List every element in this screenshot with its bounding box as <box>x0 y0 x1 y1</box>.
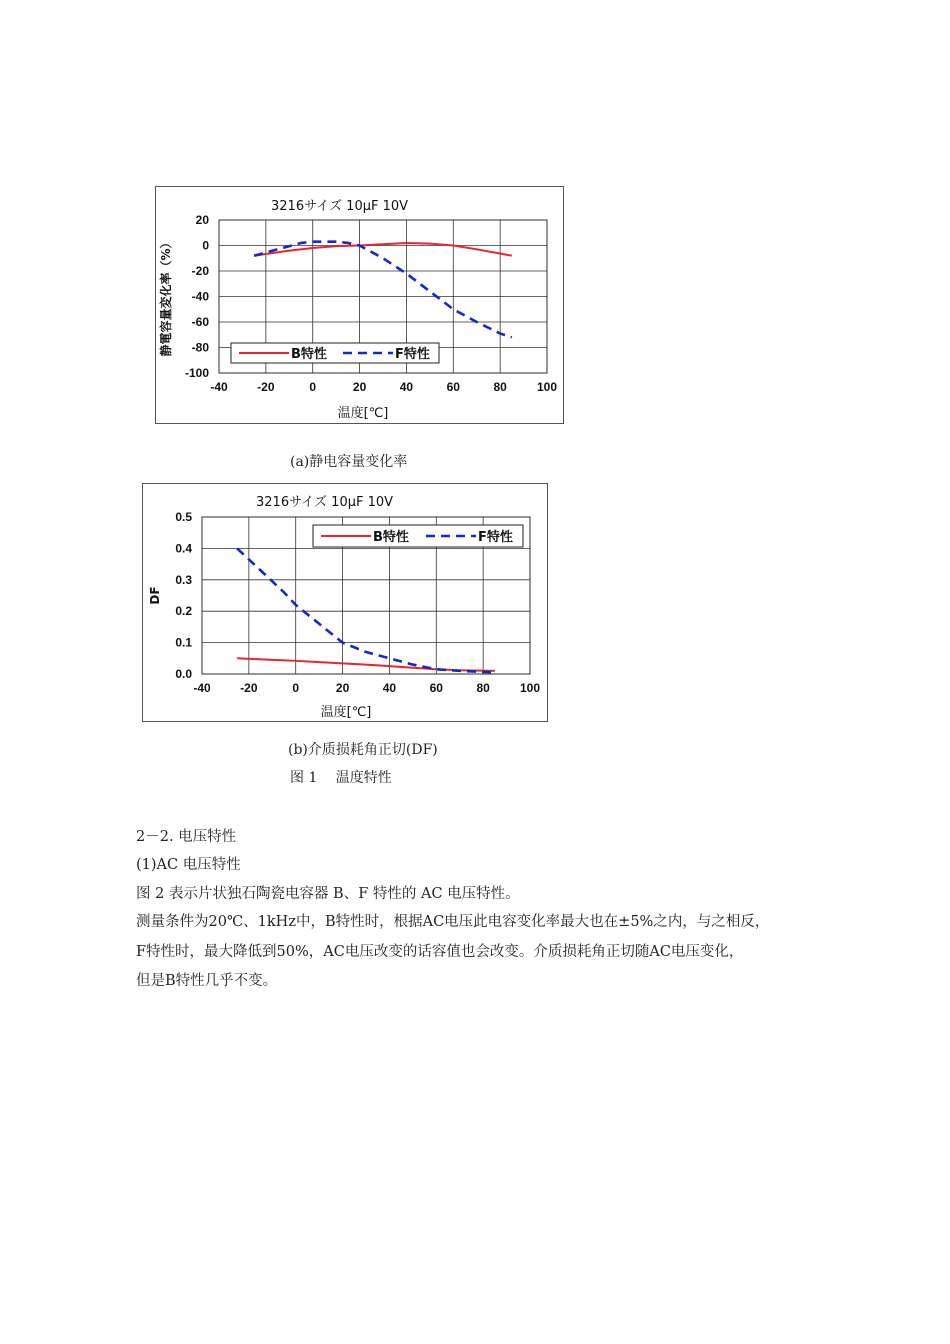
paragraph-line-2: 测量条件为20℃、1kHz中，B特性时，根据AC电压此电容变化率最大也在±5%之内，与之相反， <box>136 914 770 930</box>
x-tick-label: 100 <box>536 380 558 394</box>
x-tick-label: -20 <box>240 681 258 695</box>
chart-capacitance-change <box>155 186 564 424</box>
chart-title: 3216サイズ 10μF 10V <box>256 495 394 510</box>
x-tick-label: 60 <box>446 380 460 394</box>
figure-title: 图 1 温度特性 <box>290 770 392 786</box>
x-tick-label: -40 <box>210 380 228 394</box>
y-tick-label: 0.2 <box>175 604 192 619</box>
y-tick-label: -100 <box>184 366 209 380</box>
paragraph-line-1: 图 2 表示片状独石陶瓷电容器 B、F 特性的 AC 电压特性。 <box>136 886 520 902</box>
x-tick-label: 100 <box>519 681 541 695</box>
capacitance-chart-svg <box>156 187 563 423</box>
x-tick-label: 20 <box>335 681 350 695</box>
chart-title: 3216サイズ 10μF 10V <box>271 199 409 214</box>
y-tick-label: 0.1 <box>175 635 192 650</box>
y-tick-label: 0.5 <box>175 510 192 524</box>
x-tick-label: 40 <box>382 681 397 695</box>
x-tick-label: 80 <box>476 681 490 695</box>
x-axis-label: 温度[℃] <box>337 406 389 421</box>
y-tick-label: 0.0 <box>175 667 192 681</box>
x-tick-label: 0 <box>309 380 317 394</box>
x-tick-label: -20 <box>257 380 275 394</box>
paragraph-line-4: 但是B特性几乎不变。 <box>136 973 278 989</box>
caption-b: (b)介质损耗角正切(DF) <box>288 742 438 758</box>
y-tick-label: 0.3 <box>175 572 192 587</box>
legend-label: F特性 <box>395 347 430 362</box>
df-chart-svg <box>143 484 547 721</box>
y-axis-label: DF <box>148 586 162 605</box>
y-tick-label: -40 <box>191 289 209 304</box>
x-tick-label: 60 <box>429 681 443 695</box>
y-tick-label: -20 <box>191 264 209 278</box>
caption-a: (a)静电容量变化率 <box>290 454 408 470</box>
x-tick-label: 80 <box>493 380 507 394</box>
legend-label: F特性 <box>478 530 513 545</box>
legend-label: B特性 <box>291 347 327 362</box>
x-tick-label: -40 <box>193 681 211 695</box>
y-tick-label: -60 <box>191 315 209 329</box>
paragraph-line-3: F特性时，最大降低到50%，AC电压改变的话容值也会改变。介质损耗角正切随AC电压变化， <box>136 944 744 960</box>
x-axis-label: 温度[℃] <box>320 705 372 720</box>
y-tick-label: 20 <box>195 213 209 227</box>
x-tick-label: 20 <box>352 380 367 394</box>
y-axis-label: 静電容量変化率（%） <box>159 236 173 357</box>
y-tick-label: -80 <box>191 340 209 355</box>
y-tick-label: 0 <box>202 238 209 253</box>
subsection-heading: (1)AC 电压特性 <box>136 857 241 873</box>
x-tick-label: 0 <box>292 681 300 695</box>
section-heading: 2－2. 电压特性 <box>136 829 237 845</box>
y-tick-label: 0.4 <box>175 541 192 556</box>
chart-dissipation-factor <box>142 483 548 722</box>
legend-label: B特性 <box>373 530 409 545</box>
x-tick-label: 40 <box>399 380 414 394</box>
